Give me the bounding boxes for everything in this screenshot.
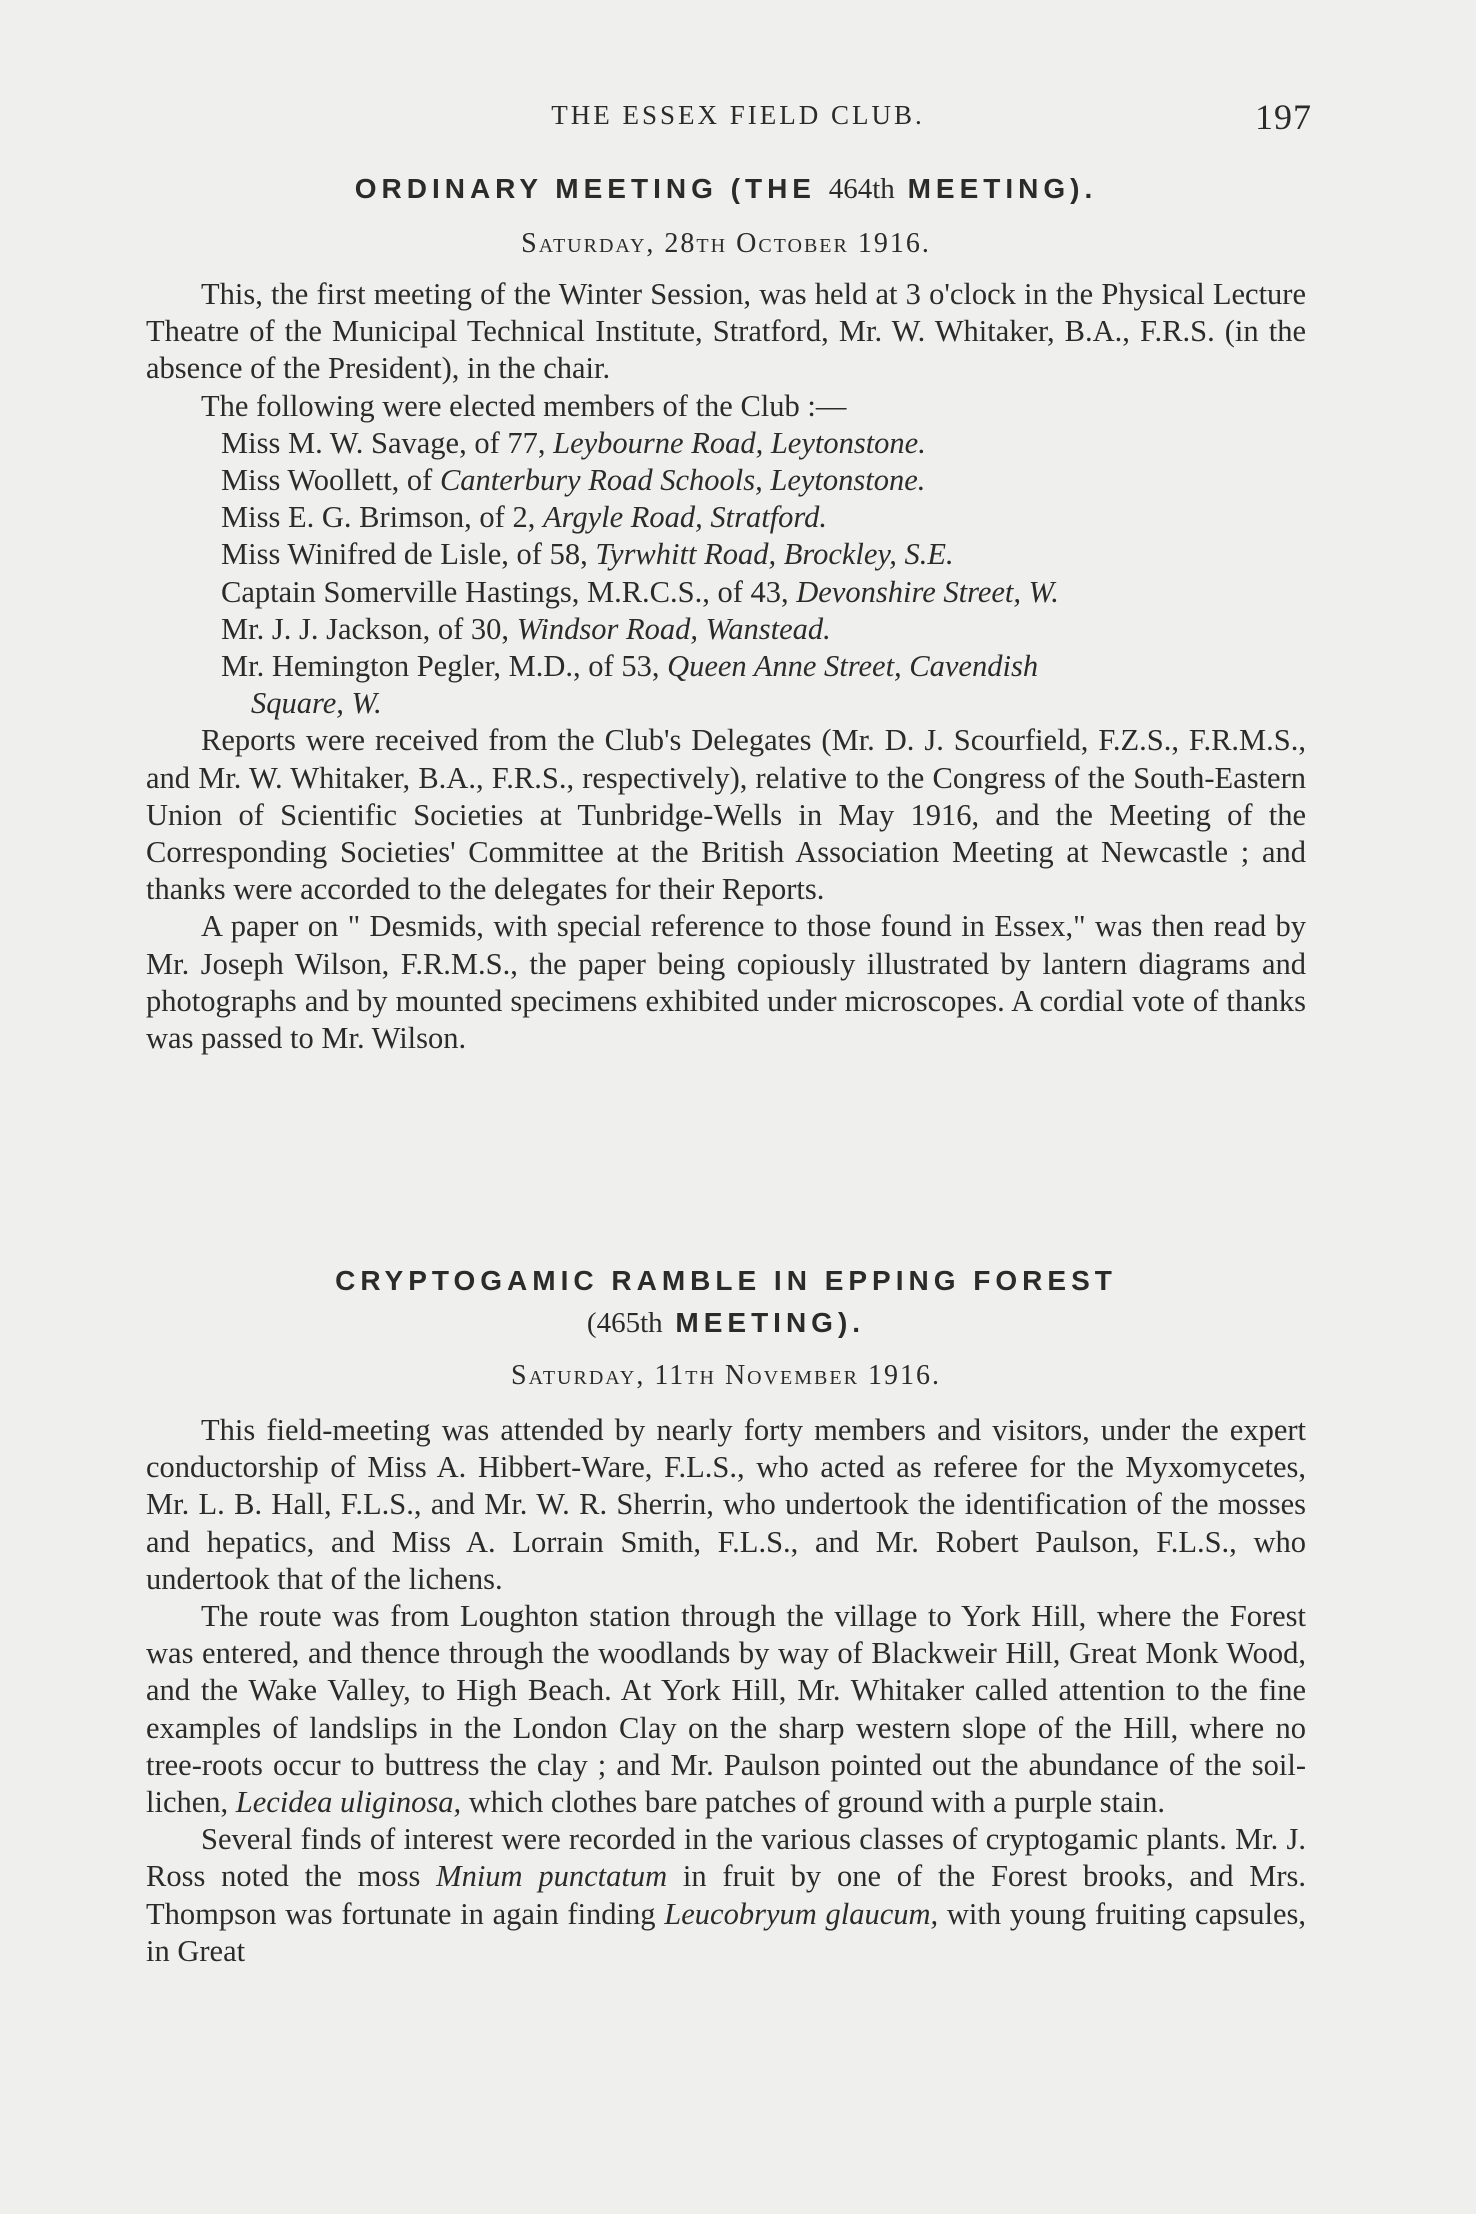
- member-name: Miss E. G. Brimson, of 2,: [221, 500, 543, 535]
- section-body-ordinary-meeting: [146, 276, 1306, 1057]
- paragraph-text: with young fruiting capsules, in Great: [146, 1896, 1306, 1968]
- heading-line-2: [146, 1302, 1306, 1344]
- paragraph: [146, 1598, 1306, 1821]
- paragraph-text: Several finds of interest were recorded in the various classes of cryptogamic plants. Mr. J. Ross noted the moss: [146, 1822, 1306, 1894]
- member-name: Mr. Hemington Pegler, M.D., of 53,: [221, 649, 668, 684]
- section-heading-cryptogamic-ramble: [146, 1260, 1306, 1344]
- member-address: Canterbury Road Schools, Leytonstone.: [439, 463, 926, 498]
- paragraph: This field-meeting was attended by nearly forty members and visitors, under the expert conductorship of Miss A. Hibbert-Ware, F.L.S., who acted as referee for the Myxomycetes, Mr. L. B. Hall, F.L.S., and Mr. W. R. Sherrin, who undertook the identification of the mosses and hepatics, and Miss A. Lorrain Smith, F.L.S., and Mr. Robert Paulson, F.L.S., who undertook that of the lichens.: [146, 1413, 1306, 1596]
- meeting-number: 464th: [828, 173, 895, 205]
- paragraph: This, the first meeting of the Winter Session, was held at 3 o'clock in the Physical Lecture Theatre of the Municipal Technical Institute, Stratford, Mr. W. Whitaker, B.A., F.R.S. (in the absence of the President), in the chair.: [146, 277, 1306, 386]
- member-address: Tyrwhitt Road, Brockley, S.E.: [595, 537, 954, 572]
- paragraph: A paper on " Desmids, with special reference to those found in Essex," was then read by Mr. Joseph Wilson, F.R.M.S., the paper being copiously illustrated by lantern diagrams and photographs and by mounted specimens exhibited under microscopes. A cordial vote of thanks was passed to Mr. Wilson.: [146, 909, 1306, 1056]
- member-address: Devonshire Street, W.: [796, 574, 1059, 609]
- member-name: Miss Winifred de Lisle, of 58,: [221, 537, 596, 572]
- meeting-date: Saturday, 11th November 1916.: [511, 1360, 941, 1391]
- section-heading-ordinary-meeting: [146, 168, 1306, 210]
- running-title: THE ESSEX FIELD CLUB.: [551, 100, 925, 130]
- paragraph: [146, 1821, 1306, 1970]
- member-entry: [146, 536, 1306, 573]
- section-body-cryptogamic-ramble: [146, 1412, 1306, 1970]
- heading-line-1: CRYPTOGAMIC RAMBLE IN EPPING FOREST: [335, 1265, 1117, 1296]
- species-name: Mnium punctatum: [436, 1859, 668, 1894]
- paragraph-text: The route was from Loughton station through the village to York Hill, where the Forest was entered, and thence through the woodlands by way of Blackweir Hill, Great Monk Wood, and the Wake Valley, to High Beach. At York Hill, Mr. Whitaker called attention to the fine examples of landslips in the London Clay on the sharp western slope of the Hill, where no tree-roots occur to buttress the clay ; and Mr. Paulson pointed out the abundance of the soil-lichen,: [146, 1599, 1306, 1820]
- member-name: Miss M. W. Savage, of 77,: [221, 425, 554, 460]
- member-entry: [146, 648, 1306, 722]
- paragraph-text: in fruit by one of the Forest brooks, and Mrs. Thompson was fortunate in again finding: [146, 1859, 1307, 1931]
- member-address: Queen Anne Street, Cavendish: [667, 649, 1039, 684]
- elected-members-list: [146, 425, 1306, 723]
- page-number: 197: [1255, 97, 1312, 137]
- species-name: Leucobryum glaucum,: [664, 1896, 939, 1931]
- member-name: Miss Woollett, of: [221, 463, 440, 498]
- member-entry: [146, 425, 1306, 462]
- paragraph: Reports were received from the Club's Delegates (Mr. D. J. Scourfield, F.Z.S., F.R.M.S., and Mr. W. Whitaker, B.A., F.R.S., respectively), relative to the Congress of the South-Eastern Union of Scientific Societies at Tunbridge-Wells in May 1916, and the Meeting of the Corresponding Societies' Committee at the British Association Meeting at Newcastle ; and thanks were accorded to the delegates for their Reports.: [146, 723, 1306, 907]
- member-entry: [146, 499, 1306, 536]
- member-address: Argyle Road, Stratford.: [542, 500, 828, 535]
- member-address: Windsor Road, Wanstead.: [516, 611, 831, 646]
- meeting-date: Saturday, 28th October 1916.: [521, 228, 931, 259]
- running-head: [0, 96, 1476, 136]
- heading-text: ORDINARY MEETING (THE: [354, 173, 829, 204]
- member-entry: [146, 574, 1306, 611]
- member-address: Leybourne Road, Leytonstone.: [553, 425, 926, 460]
- heading-text-end: MEETING).: [894, 173, 1098, 204]
- paragraph-text: which clothes bare patches of ground with a purple stain.: [461, 1785, 1165, 1820]
- paragraph: The following were elected members of the Club :—: [201, 388, 847, 423]
- member-entry: [146, 462, 1306, 499]
- meeting-number: (465th: [586, 1307, 663, 1339]
- member-address-continued: Square, W.: [251, 686, 382, 721]
- member-name: Mr. J. J. Jackson, of 30,: [221, 611, 517, 646]
- member-entry: [146, 611, 1306, 648]
- species-name: Lecidea uliginosa,: [235, 1785, 462, 1820]
- heading-text-end: MEETING).: [662, 1307, 866, 1338]
- member-name: Captain Somerville Hastings, M.R.C.S., of 43,: [221, 574, 797, 609]
